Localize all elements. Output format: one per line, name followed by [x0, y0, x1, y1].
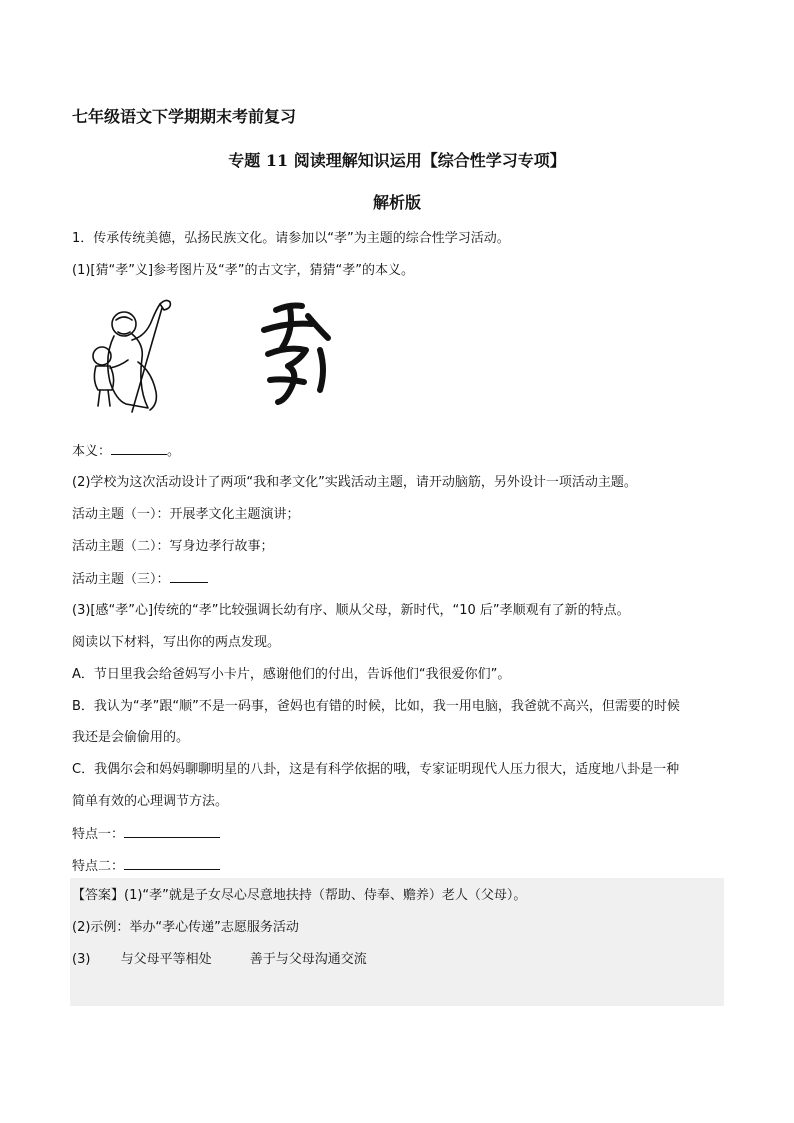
part3-instruction: 阅读以下材料，写出你的两点发现。	[72, 635, 281, 650]
answer-line-3	[72, 951, 367, 969]
question-intro: 1．传承传统美德，弘扬民族文化。请参加以“孝”为主题的综合性学习活动。	[72, 231, 510, 246]
activity-theme-2: 活动主题（二）：写身边孝行故事；	[72, 539, 274, 554]
material-b-line1: B．我认为“孝”跟“顺”不是一码事，爸妈也有错的时候，比如，我一用电脑，我爸就不高兴，但需要的时候	[72, 699, 680, 714]
benyi-end: 。	[167, 444, 181, 459]
elder-child-illustration	[76, 296, 196, 414]
material-a: A．节日里我会给爸妈写小卡片，感谢他们的付出，告诉他们“我很爱你们”。	[72, 667, 511, 682]
part1-prompt: (1)[猜“孝”义]参考图片及“孝”的古文字，猜猜“孝”的本义。	[72, 263, 414, 278]
ancient-xiao-character-icon	[250, 296, 340, 408]
answer-part3-a: 与父母平等相处	[120, 952, 212, 967]
answer-part3-number: (3)	[72, 952, 91, 967]
activity-theme-3	[72, 570, 208, 589]
feature1-blank[interactable]	[124, 825, 220, 838]
feature1-label: 特点一：	[72, 827, 125, 842]
answer-label: 【答案】	[72, 888, 125, 903]
part3-prompt: (3)[感“孝”心]传统的“孝”比较强调长幼有序、顺从父母，新时代，“10 后”孝顺观有了新的特点。	[72, 603, 630, 618]
material-c-line2: 简单有效的心理调节方法。	[72, 794, 229, 809]
answer-line-2: (2)示例：举办“孝心传递”志愿服务活动	[72, 920, 299, 935]
answer-part1: (1)“孝”就是子女尽心尽意地扶持（帮助、侍奉、赡养）老人（父母）。	[124, 888, 527, 903]
answer-part3-b: 善于与父母沟通交流	[249, 952, 367, 967]
feature2-label: 特点二：	[72, 859, 125, 874]
feature-1-line	[72, 825, 220, 844]
answer-line-1	[72, 887, 526, 905]
material-c-line1: C．我偶尔会和妈妈聊聊明星的八卦，这是有科学依据的哦，专家证明现代人压力很大，适度地八卦是一种	[72, 762, 680, 777]
part2-prompt: (2)学校为这次活动设计了两项“我和孝文化”实践活动主题，请开动脑筋，另外设计一项活动主题。	[72, 475, 637, 490]
edition-label: 解析版	[372, 193, 421, 212]
material-b-line2: 我还是会偷偷用的。	[72, 730, 190, 745]
topic-title: 专题 11 阅读理解知识运用【综合性学习专项】	[228, 151, 566, 170]
benyi-blank[interactable]	[111, 442, 167, 455]
activity-theme-1: 活动主题（一）：开展孝文化主题演讲；	[72, 507, 300, 522]
theme3-blank[interactable]	[170, 570, 208, 583]
benyi-label: 本义：	[72, 444, 112, 459]
theme3-label: 活动主题（三）：	[72, 572, 170, 587]
feature-2-line	[72, 857, 220, 876]
benyi-line	[72, 442, 180, 461]
series-title: 七年级语文下学期期末考前复习	[72, 107, 297, 126]
feature2-blank[interactable]	[124, 857, 220, 870]
